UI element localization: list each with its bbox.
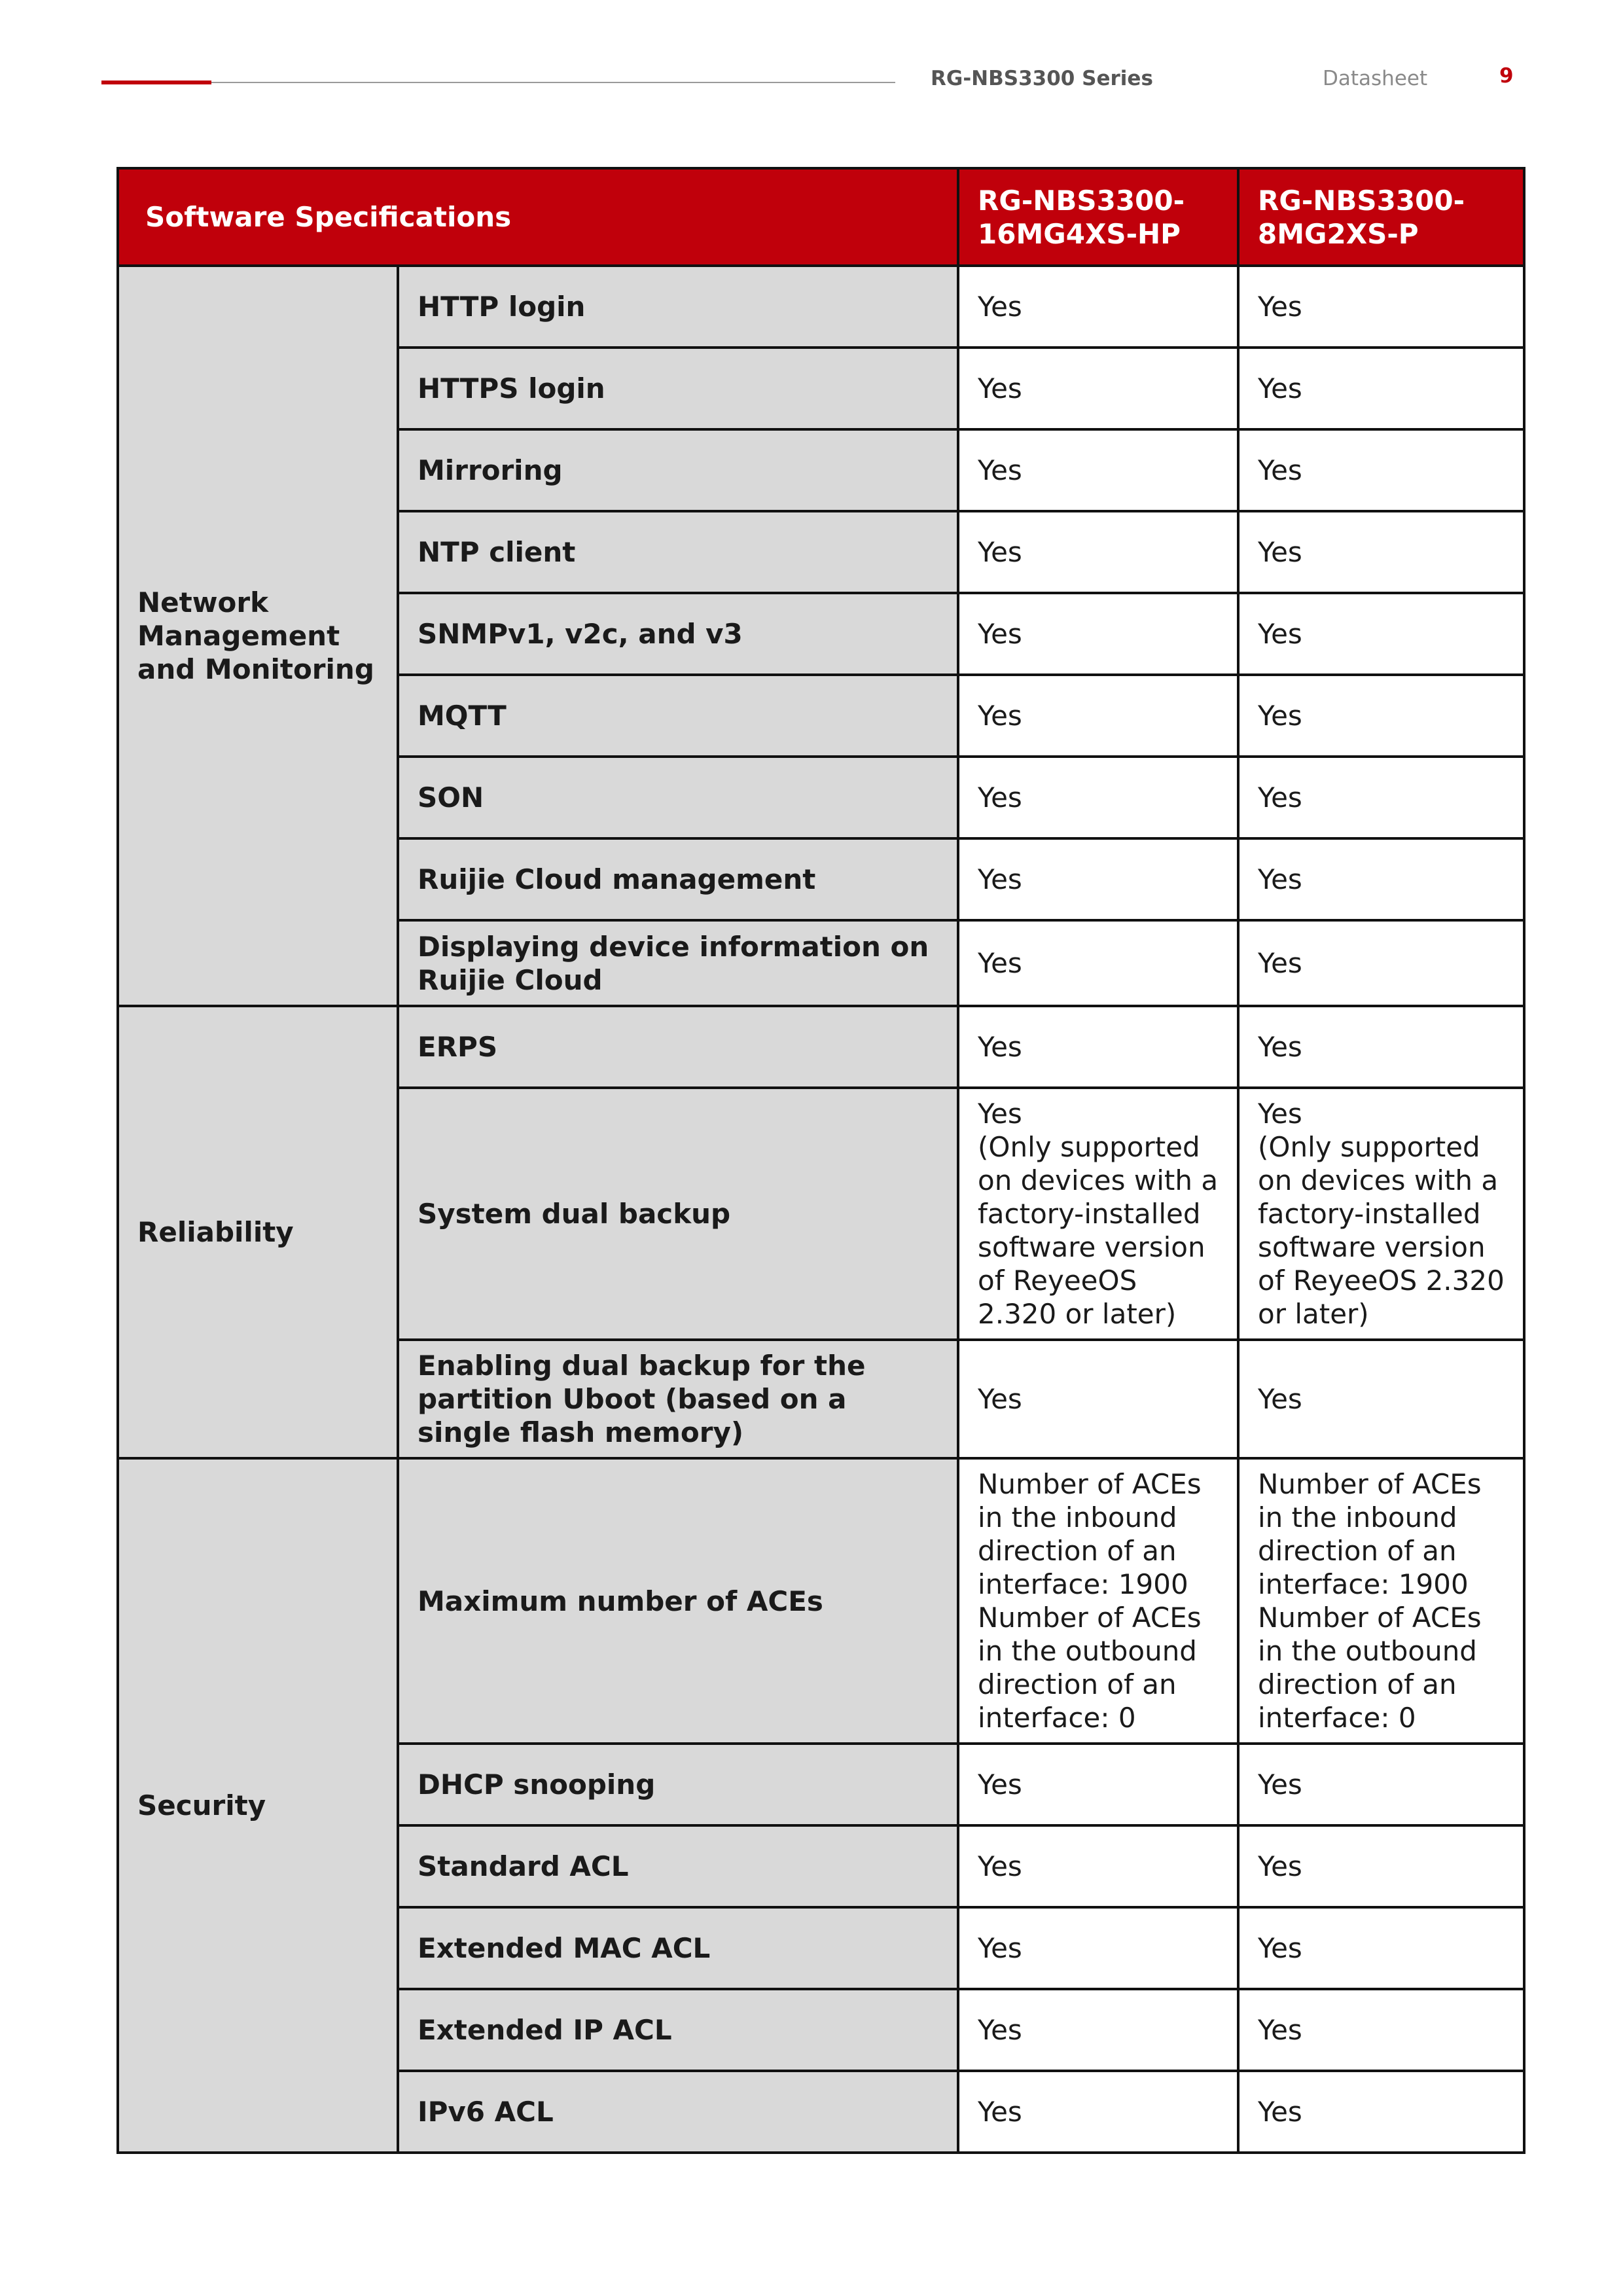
model-a-value: Yes [958, 757, 1238, 838]
model-b-value: Yes [1238, 1744, 1524, 1825]
table-header-row [118, 168, 1524, 266]
model-b-value: Yes [1238, 920, 1524, 1006]
model-b-value: Yes [1238, 1006, 1524, 1088]
model-a-value: Yes [958, 1340, 1238, 1458]
model-b-value: Yes [1238, 1989, 1524, 2071]
software-spec-table [116, 167, 1525, 2154]
model-a-value: Yes [958, 593, 1238, 675]
feature-cell: HTTP login [398, 266, 958, 348]
feature-cell: IPv6 ACL [398, 2071, 958, 2153]
feature-cell: Standard ACL [398, 1825, 958, 1907]
model-a-value: Yes [958, 2071, 1238, 2153]
model-a-value: Yes [958, 920, 1238, 1006]
model-a-value: Yes [958, 838, 1238, 920]
model-a-value: Yes [958, 1989, 1238, 2071]
table-row [118, 266, 1524, 348]
category-security: Security [118, 1458, 398, 2153]
feature-cell: DHCP snooping [398, 1744, 958, 1825]
model-b-value: Yes [1238, 1907, 1524, 1989]
feature-cell: Ruijie Cloud management [398, 838, 958, 920]
table-title: Software Specifications [118, 168, 958, 266]
model-a-value: Yes [958, 1744, 1238, 1825]
model-b-header: RG-NBS3300-8MG2XS-P [1238, 168, 1524, 266]
model-b-value: Yes [1238, 757, 1524, 838]
model-a-value: Yes [958, 675, 1238, 757]
feature-cell: Extended MAC ACL [398, 1907, 958, 1989]
model-b-value: Number of ACEs in the inbound direction of an interface: 1900 Number of ACEs in the outbound direction of an interface: 0 [1238, 1458, 1524, 1744]
model-b-value: Yes (Only supported on devices with a factory-installed software version of ReyeeOS 2.320 or later) [1238, 1088, 1524, 1340]
feature-cell: Displaying device information on Ruijie Cloud [398, 920, 958, 1006]
model-b-value: Yes [1238, 266, 1524, 348]
header-series: RG-NBS3300 Series [931, 67, 1153, 90]
model-b-value: Yes [1238, 593, 1524, 675]
feature-cell: ERPS [398, 1006, 958, 1088]
model-a-value: Yes [958, 1907, 1238, 1989]
category-reliability: Reliability [118, 1006, 398, 1458]
model-b-value: Yes [1238, 2071, 1524, 2153]
header-rule [211, 82, 895, 83]
feature-cell: System dual backup [398, 1088, 958, 1340]
model-a-value: Yes [958, 266, 1238, 348]
feature-cell: SNMPv1, v2c, and v3 [398, 593, 958, 675]
feature-cell: MQTT [398, 675, 958, 757]
model-b-value: Yes [1238, 838, 1524, 920]
model-a-header: RG-NBS3300-16MG4XS-HP [958, 168, 1238, 266]
feature-cell: Maximum number of ACEs [398, 1458, 958, 1744]
model-b-value: Yes [1238, 675, 1524, 757]
feature-cell: SON [398, 757, 958, 838]
model-b-value: Yes [1238, 511, 1524, 593]
model-a-value: Number of ACEs in the inbound direction of an interface: 1900 Number of ACEs in the outbound direction of an interface: 0 [958, 1458, 1238, 1744]
header-accent-line [101, 81, 211, 84]
feature-cell: Extended IP ACL [398, 1989, 958, 2071]
model-a-value: Yes [958, 511, 1238, 593]
model-a-value: Yes [958, 429, 1238, 511]
page-number: 9 [1499, 64, 1514, 88]
header-doc-type: Datasheet [1323, 67, 1428, 90]
table-row [118, 1458, 1524, 1744]
category-network: Network Management and Monitoring [118, 266, 398, 1006]
feature-cell: NTP client [398, 511, 958, 593]
table-row [118, 1006, 1524, 1088]
feature-cell: Mirroring [398, 429, 958, 511]
model-a-value: Yes [958, 1006, 1238, 1088]
model-b-value: Yes [1238, 429, 1524, 511]
model-b-value: Yes [1238, 1825, 1524, 1907]
model-a-value: Yes [958, 348, 1238, 429]
model-a-value: Yes [958, 1825, 1238, 1907]
model-b-value: Yes [1238, 1340, 1524, 1458]
feature-cell: HTTPS login [398, 348, 958, 429]
feature-cell: Enabling dual backup for the partition Uboot (based on a single flash memory) [398, 1340, 958, 1458]
model-a-value: Yes (Only supported on devices with a factory-installed software version of ReyeeOS 2.320 or later) [958, 1088, 1238, 1340]
model-b-value: Yes [1238, 348, 1524, 429]
